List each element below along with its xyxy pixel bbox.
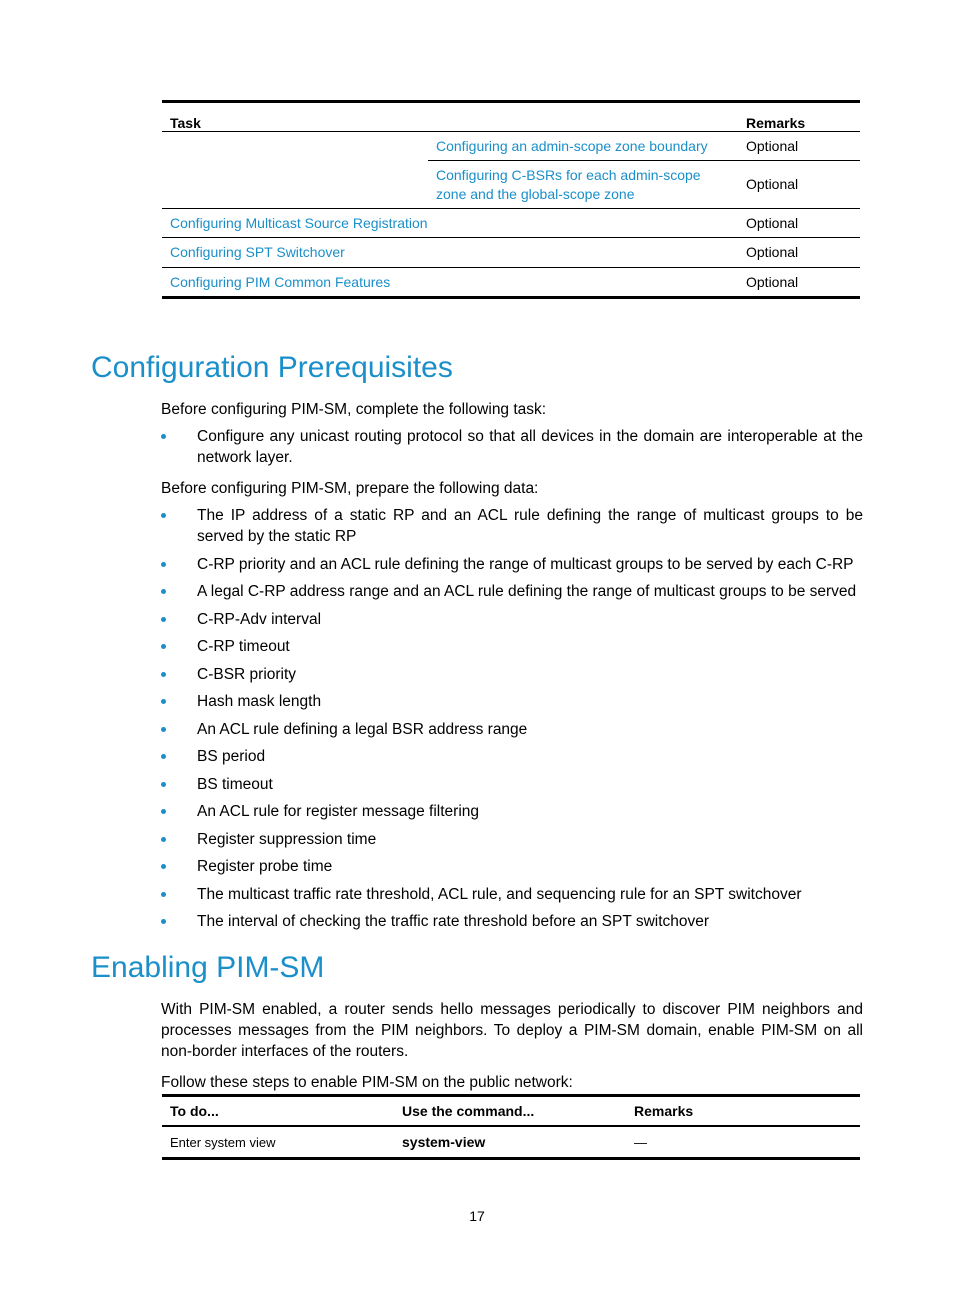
remarks-cell: Optional: [738, 132, 860, 161]
bullet-icon: [161, 809, 166, 814]
command-header: Use the command...: [394, 1096, 626, 1127]
todo-header: To do...: [162, 1096, 394, 1127]
bullet-icon: [161, 672, 166, 677]
bullet-icon: [161, 782, 166, 787]
section-title-prerequisites: Configuration Prerequisites: [91, 351, 453, 384]
remarks-cell: Optional: [738, 268, 860, 298]
remarks-header: Remarks: [738, 102, 860, 132]
list-item: A legal C-RP address range and an ACL rule defining the range of multicast groups to be served: [161, 581, 863, 602]
enabling-body: With PIM-SM enabled, a router sends hello messages periodically to discover PIM neighbors and processes messages from the PIM neighbors. To deploy a PIM-SM domain, enable PIM-SM on all non-border interfaces of the routers.: [161, 1001, 863, 1060]
list-item: C-RP-Adv interval: [161, 609, 863, 630]
remarks-cell: —: [626, 1126, 860, 1159]
bullet-icon: [161, 727, 166, 732]
link-multicast-source-registration[interactable]: Configuring Multicast Source Registration: [170, 214, 428, 231]
command-table: [162, 1094, 860, 1160]
list-item: Hash mask length: [161, 691, 863, 712]
prereq-intro-tasks: Before configuring PIM-SM, complete the following task:: [161, 401, 547, 418]
bullet-icon: [161, 434, 166, 439]
todo-cell: Enter system view: [162, 1126, 394, 1159]
remarks-header: Remarks: [626, 1096, 860, 1127]
task-header: Task: [162, 102, 738, 132]
list-item: C-RP priority and an ACL rule defining the range of multicast groups to be served by each C-RP: [161, 554, 863, 575]
table-row: [162, 1126, 860, 1159]
bullet-icon: [161, 589, 166, 594]
bullet-icon: [161, 513, 166, 518]
command-cell: system-view: [394, 1126, 626, 1159]
prereq-intro-data: Before configuring PIM-SM, prepare the following data:: [161, 480, 539, 497]
bullet-icon: [161, 562, 166, 567]
bullet-icon: [161, 699, 166, 704]
bullet-icon: [161, 617, 166, 622]
link-spt-switchover[interactable]: Configuring SPT Switchover: [170, 244, 345, 260]
remarks-cell: Optional: [738, 209, 860, 238]
list-item: Register suppression time: [161, 829, 863, 850]
list-item: C-BSR priority: [161, 664, 863, 685]
bullet-icon: [161, 919, 166, 924]
list-item: An ACL rule for register message filtering: [161, 801, 863, 822]
section-title-enabling: Enabling PIM-SM: [91, 951, 325, 984]
link-admin-scope-boundary[interactable]: Configuring an admin-scope zone boundary: [436, 137, 708, 154]
list-item: C-RP timeout: [161, 636, 863, 657]
list-item: BS period: [161, 746, 863, 767]
bullet-icon: [161, 892, 166, 897]
list-item: The interval of checking the traffic rate threshold before an SPT switchover: [161, 911, 863, 932]
list-item: Configure any unicast routing protocol so that all devices in the domain are interoperable at the network layer.: [161, 426, 863, 468]
enabling-steps-intro: Follow these steps to enable PIM-SM on the public network:: [161, 1074, 573, 1091]
bullet-icon: [161, 837, 166, 842]
link-configure-cbsrs[interactable]: Configuring C-BSRs for each admin-scope zone and the global-scope zone: [436, 166, 701, 202]
list-item: The multicast traffic rate threshold, ACL rule, and sequencing rule for an SPT switchover: [161, 884, 863, 905]
bullet-icon: [161, 644, 166, 649]
list-item: BS timeout: [161, 774, 863, 795]
list-item: The IP address of a static RP and an ACL rule defining the range of multicast groups to be served by the static RP: [161, 505, 863, 547]
link-pim-common-features[interactable]: Configuring PIM Common Features: [170, 273, 391, 290]
remarks-cell: Optional: [738, 161, 860, 209]
bullet-icon: [161, 864, 166, 869]
task-table: [162, 100, 860, 299]
remarks-cell: Optional: [738, 238, 860, 268]
page-number: 17: [469, 1208, 485, 1224]
bullet-icon: [161, 754, 166, 759]
list-item: Register probe time: [161, 856, 863, 877]
list-item: An ACL rule defining a legal BSR address range: [161, 719, 863, 740]
